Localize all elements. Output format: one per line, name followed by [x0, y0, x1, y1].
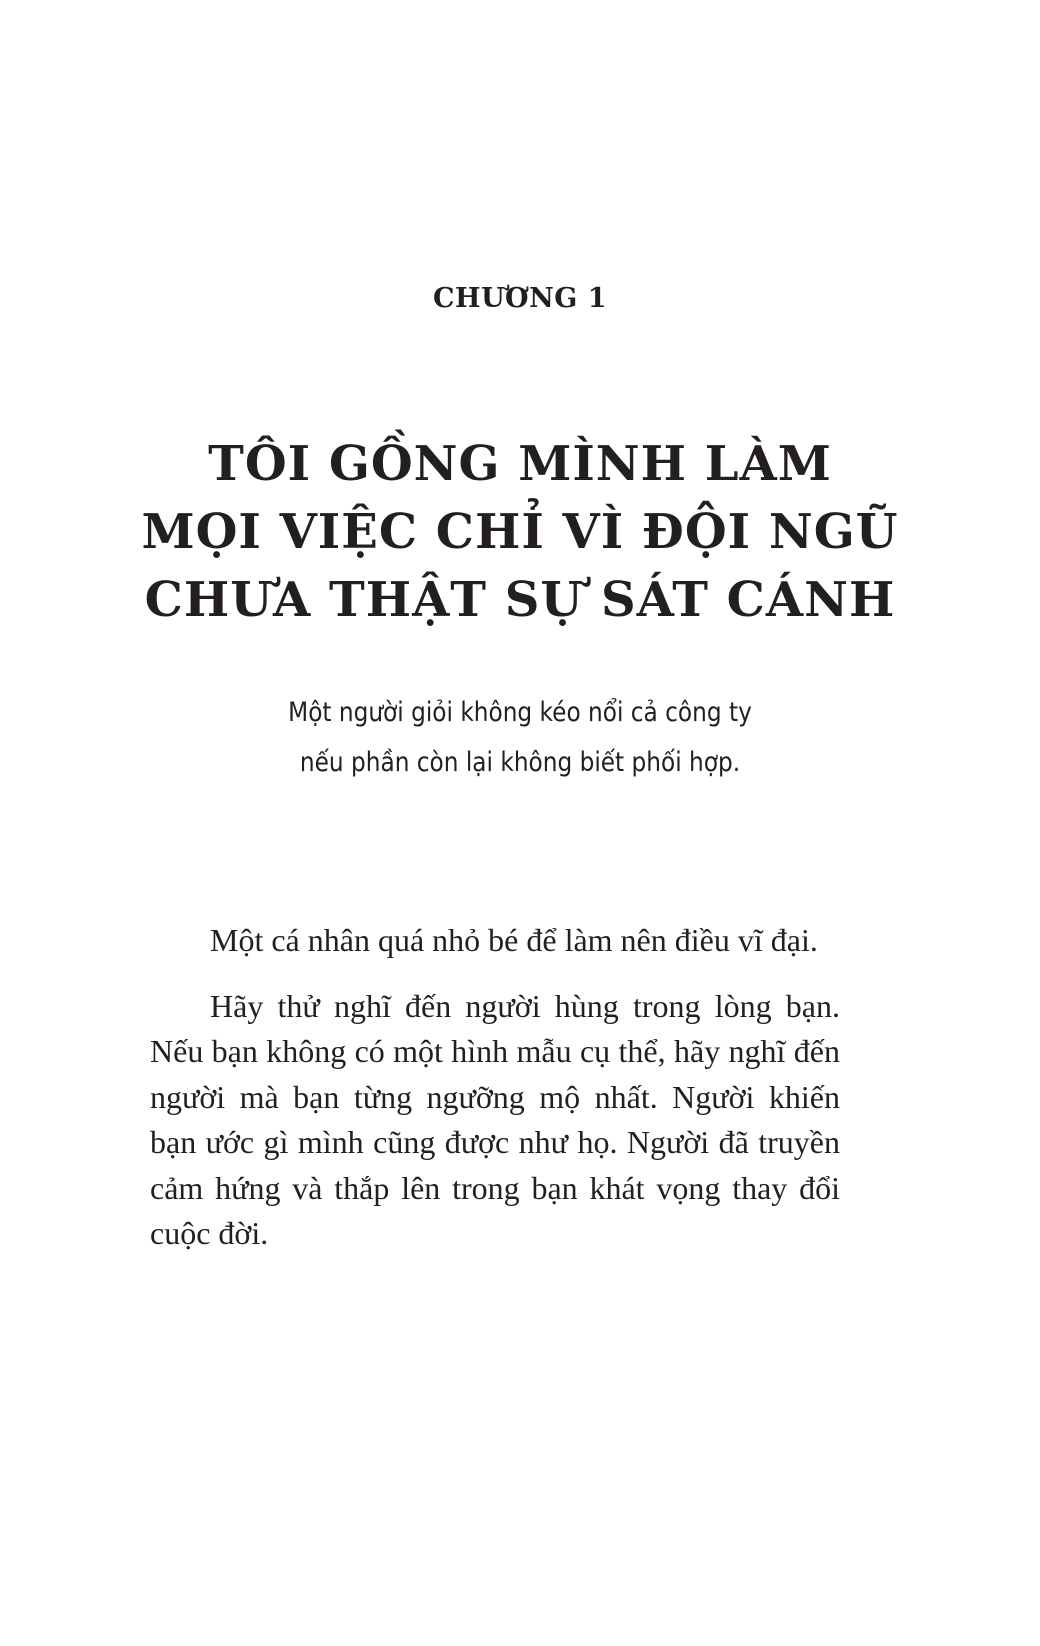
body-text: [150, 918, 840, 1257]
epigraph: [245, 688, 795, 788]
epigraph-line: nếu phần còn lại không biết phối hợp.: [299, 747, 741, 778]
body-paragraph: Hãy thử nghĩ đến người hùng trong lòng bạn. Nếu bạn không có một hình mẫu cụ thể, hãy nghĩ đến người mà bạn từng ngưỡng mộ nhất. Người khiến bạn ước gì mình cũng được như họ. Người đã truyền cảm hứng và thắp lên trong bạn khát vọng thay đổi cuộc đời.: [150, 987, 840, 1251]
chapter-title-line: TÔI GỒNG MÌNH LÀM: [208, 436, 832, 492]
chapter-label: CHƯƠNG 1: [433, 283, 607, 314]
chapter-title-line: CHƯA THẬT SỰ SÁT CÁNH: [144, 572, 896, 628]
body-paragraph: Một cá nhân quá nhỏ bé để làm nên điều vĩ đại.: [210, 922, 818, 958]
chapter-title: [100, 430, 940, 634]
chapter-title-line: MỌI VIỆC CHỈ VÌ ĐỘI NGŨ: [141, 504, 899, 560]
epigraph-line: Một người giỏi không kéo nổi cả công ty: [288, 697, 752, 728]
